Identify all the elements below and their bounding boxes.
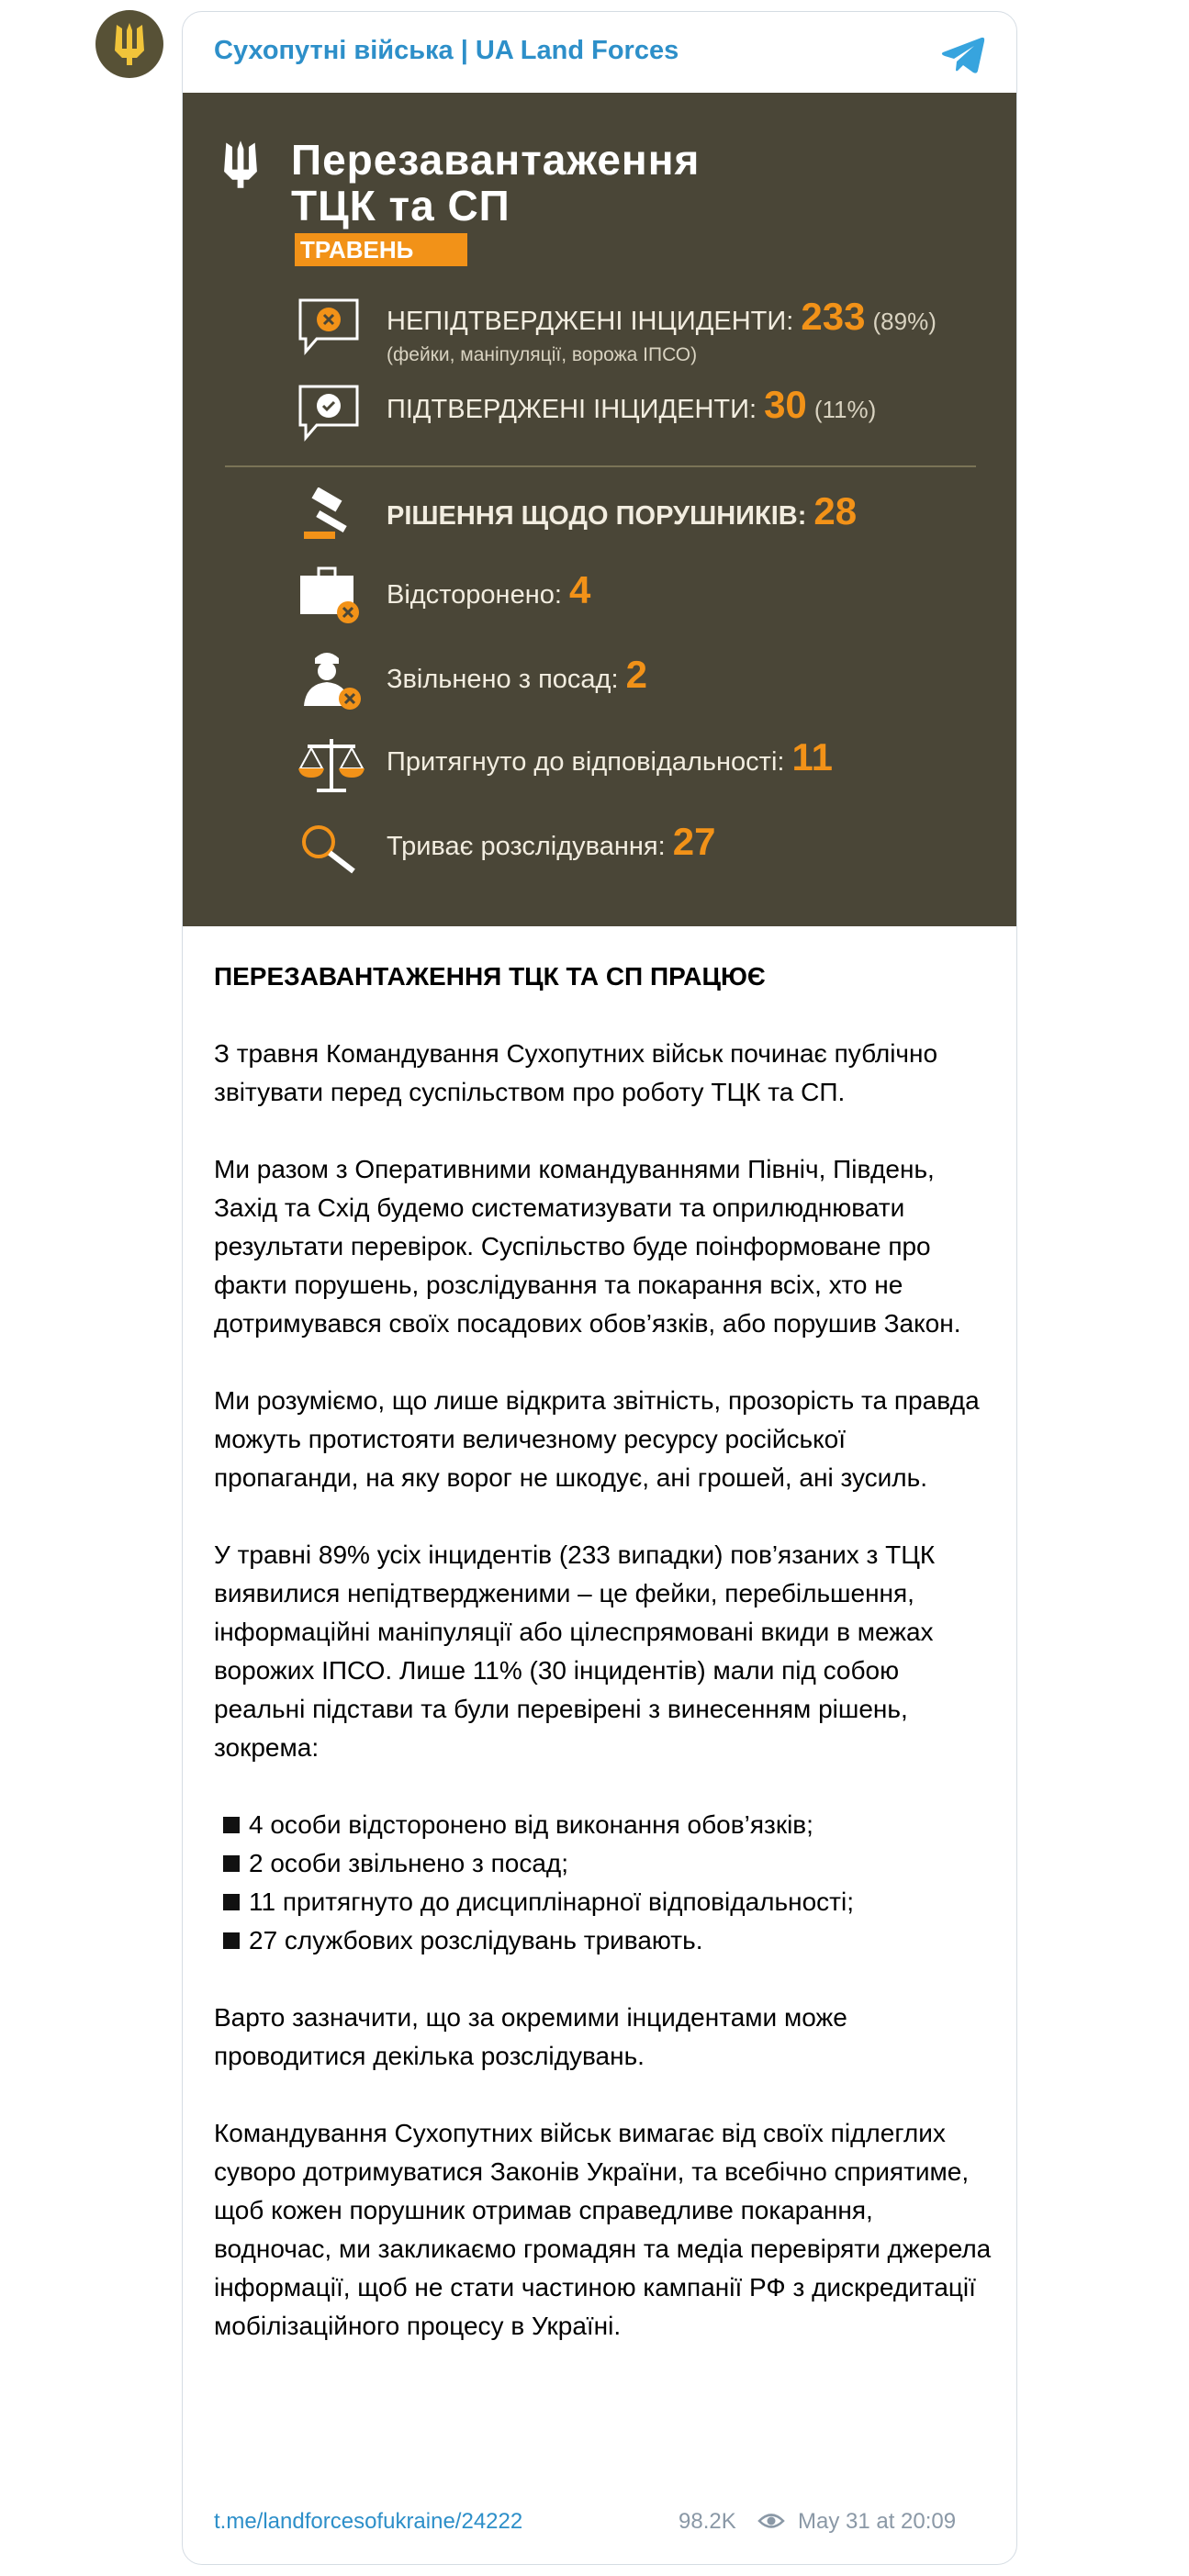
channel-avatar[interactable] xyxy=(95,10,163,78)
confirmed-label: ПІДТВЕРДЖЕНІ ІНЦИДЕНТИ: xyxy=(387,395,757,424)
confirmed-pct: (11%) xyxy=(813,396,877,423)
paragraph: Ми разом з Оперативними командуваннями Північ, Південь, Захід та Схід будемо систематизувати та оприлюднювати результати перевірок. Суспільство буде поінформоване про факти порушень, розслідування та покарання всіх, хто не дотримувався своїх посадових обов’язків, або порушив Закон. xyxy=(214,1155,961,1338)
list-item-text: 11 притягнуто до дисциплінарної відповідальності; xyxy=(249,1887,854,1916)
suspended-label: Відсторонено: xyxy=(387,580,562,610)
decisions-value: 28 xyxy=(813,489,858,532)
briefcase-cross-icon xyxy=(297,563,365,627)
paragraph: Варто зазначити, що за окремими інцидентами може проводитися декілька розслідувань. xyxy=(214,2003,847,2070)
channel-name[interactable]: Сухопутні війська | UA Land Forces xyxy=(214,36,679,65)
eye-icon xyxy=(757,2511,785,2531)
bullet-square-icon xyxy=(223,1894,240,1910)
paragraph: З травня Командування Сухопутних військ починає публічно звітувати перед суспільством про роботу ТЦК та СП. xyxy=(214,1039,938,1106)
post-header xyxy=(183,12,1016,93)
title-line-2: ТЦК та СП xyxy=(291,182,510,230)
month-badge: ТРАВЕНЬ xyxy=(295,233,467,266)
bullet-list xyxy=(214,1806,994,1960)
post-footer xyxy=(214,2509,985,2546)
investigation-row xyxy=(387,820,715,864)
post-heading: ПЕРЕЗАВАНТАЖЕННЯ ТЦК ТА СП ПРАЦЮЄ xyxy=(214,962,766,991)
bullet-square-icon xyxy=(223,1817,240,1833)
liable-row xyxy=(387,735,833,779)
bullet-square-icon xyxy=(223,1855,240,1872)
view-count: 98.2K xyxy=(679,2509,736,2534)
liable-value: 11 xyxy=(791,735,833,778)
post-text xyxy=(214,958,994,2346)
post-link[interactable]: t.me/landforcesofukraine/24222 xyxy=(214,2509,523,2534)
chat-cross-icon xyxy=(297,297,361,357)
gavel-icon xyxy=(300,487,366,543)
list-item-text: 27 службових розслідувань тривають. xyxy=(249,1926,703,1954)
bullet-square-icon xyxy=(223,1932,240,1949)
list-item xyxy=(214,1883,994,1921)
magnifier-icon xyxy=(298,822,363,877)
list-item xyxy=(214,1806,994,1844)
chat-check-icon xyxy=(297,383,361,443)
telegram-icon[interactable] xyxy=(937,28,989,80)
infographic-image[interactable] xyxy=(183,93,1016,926)
list-item-text: 2 особи звільнено з посад; xyxy=(249,1849,569,1877)
investigation-value: 27 xyxy=(672,820,716,863)
unconfirmed-pct: (89%) xyxy=(872,308,937,335)
confirmed-value: 30 xyxy=(764,383,807,426)
dismissed-label: Звільнено з посад: xyxy=(387,665,619,694)
divider xyxy=(225,465,976,467)
dismissed-value: 2 xyxy=(625,653,647,696)
suspended-row xyxy=(387,568,590,612)
unconfirmed-value: 233 xyxy=(801,295,866,338)
post-timestamp[interactable]: May 31 at 20:09 xyxy=(798,2509,957,2534)
dismissed-row xyxy=(387,653,647,697)
list-item-text: 4 особи відсторонено від виконання обов’язків; xyxy=(249,1810,813,1839)
list-item xyxy=(214,1921,994,1960)
paragraph: Ми розуміємо, що лише відкрита звітність, прозорість та правда можуть протистояти величезному ресурсу російської пропаганди, на яку ворог не шкодує, ані грошей, ані зусиль. xyxy=(214,1386,980,1492)
suspended-value: 4 xyxy=(568,568,591,611)
paragraph: Командування Сухопутних військ вимагає від своїх підлеглих суворо дотримуватися Законів України, та всебічно сприятиме, щоб кожен порушник отримав справедливе покарання, водночас, ми закликаємо громадян та медіа перевіряти джерела інформації, щоб не стати частиною кампанії РФ з дискредитації мобілізаційного процесу в Україні. xyxy=(214,2119,992,2340)
unconfirmed-sub: (фейки, маніпуляції, ворожа ІПСО) xyxy=(387,344,698,365)
investigation-label: Триває розслідування: xyxy=(387,832,666,861)
liable-label: Притягнуто до відповідальності: xyxy=(387,747,785,777)
trident-icon xyxy=(109,21,150,67)
paragraph: У травні 89% усіх інцидентів (233 випадки) пов’язаних з ТЦК виявилися непідтвердженими – це фейки, перебільшення, інформаційні маніпуляції або цілеспрямовані вкиди в межах ворожих ІПСО. Лише 11% (30 інцидентів) мали під собою реальні підстави та були перевірені з винесенням рішень, зокрема: xyxy=(214,1540,936,1762)
infographic-title xyxy=(291,137,700,229)
decisions-row xyxy=(387,489,857,533)
post-card xyxy=(182,11,1017,2565)
scales-icon xyxy=(295,735,368,796)
officer-cross-icon xyxy=(297,645,366,713)
title-line-1: Перезавантаження xyxy=(291,136,701,184)
unconfirmed-row xyxy=(387,295,937,339)
list-item xyxy=(214,1844,994,1883)
unconfirmed-label: НЕПІДТВЕРДЖЕНІ ІНЦИДЕНТИ: xyxy=(387,307,794,336)
trident-icon xyxy=(218,139,264,190)
confirmed-row xyxy=(387,383,876,427)
decisions-label: РІШЕННЯ ЩОДО ПОРУШНИКІВ: xyxy=(387,501,807,531)
